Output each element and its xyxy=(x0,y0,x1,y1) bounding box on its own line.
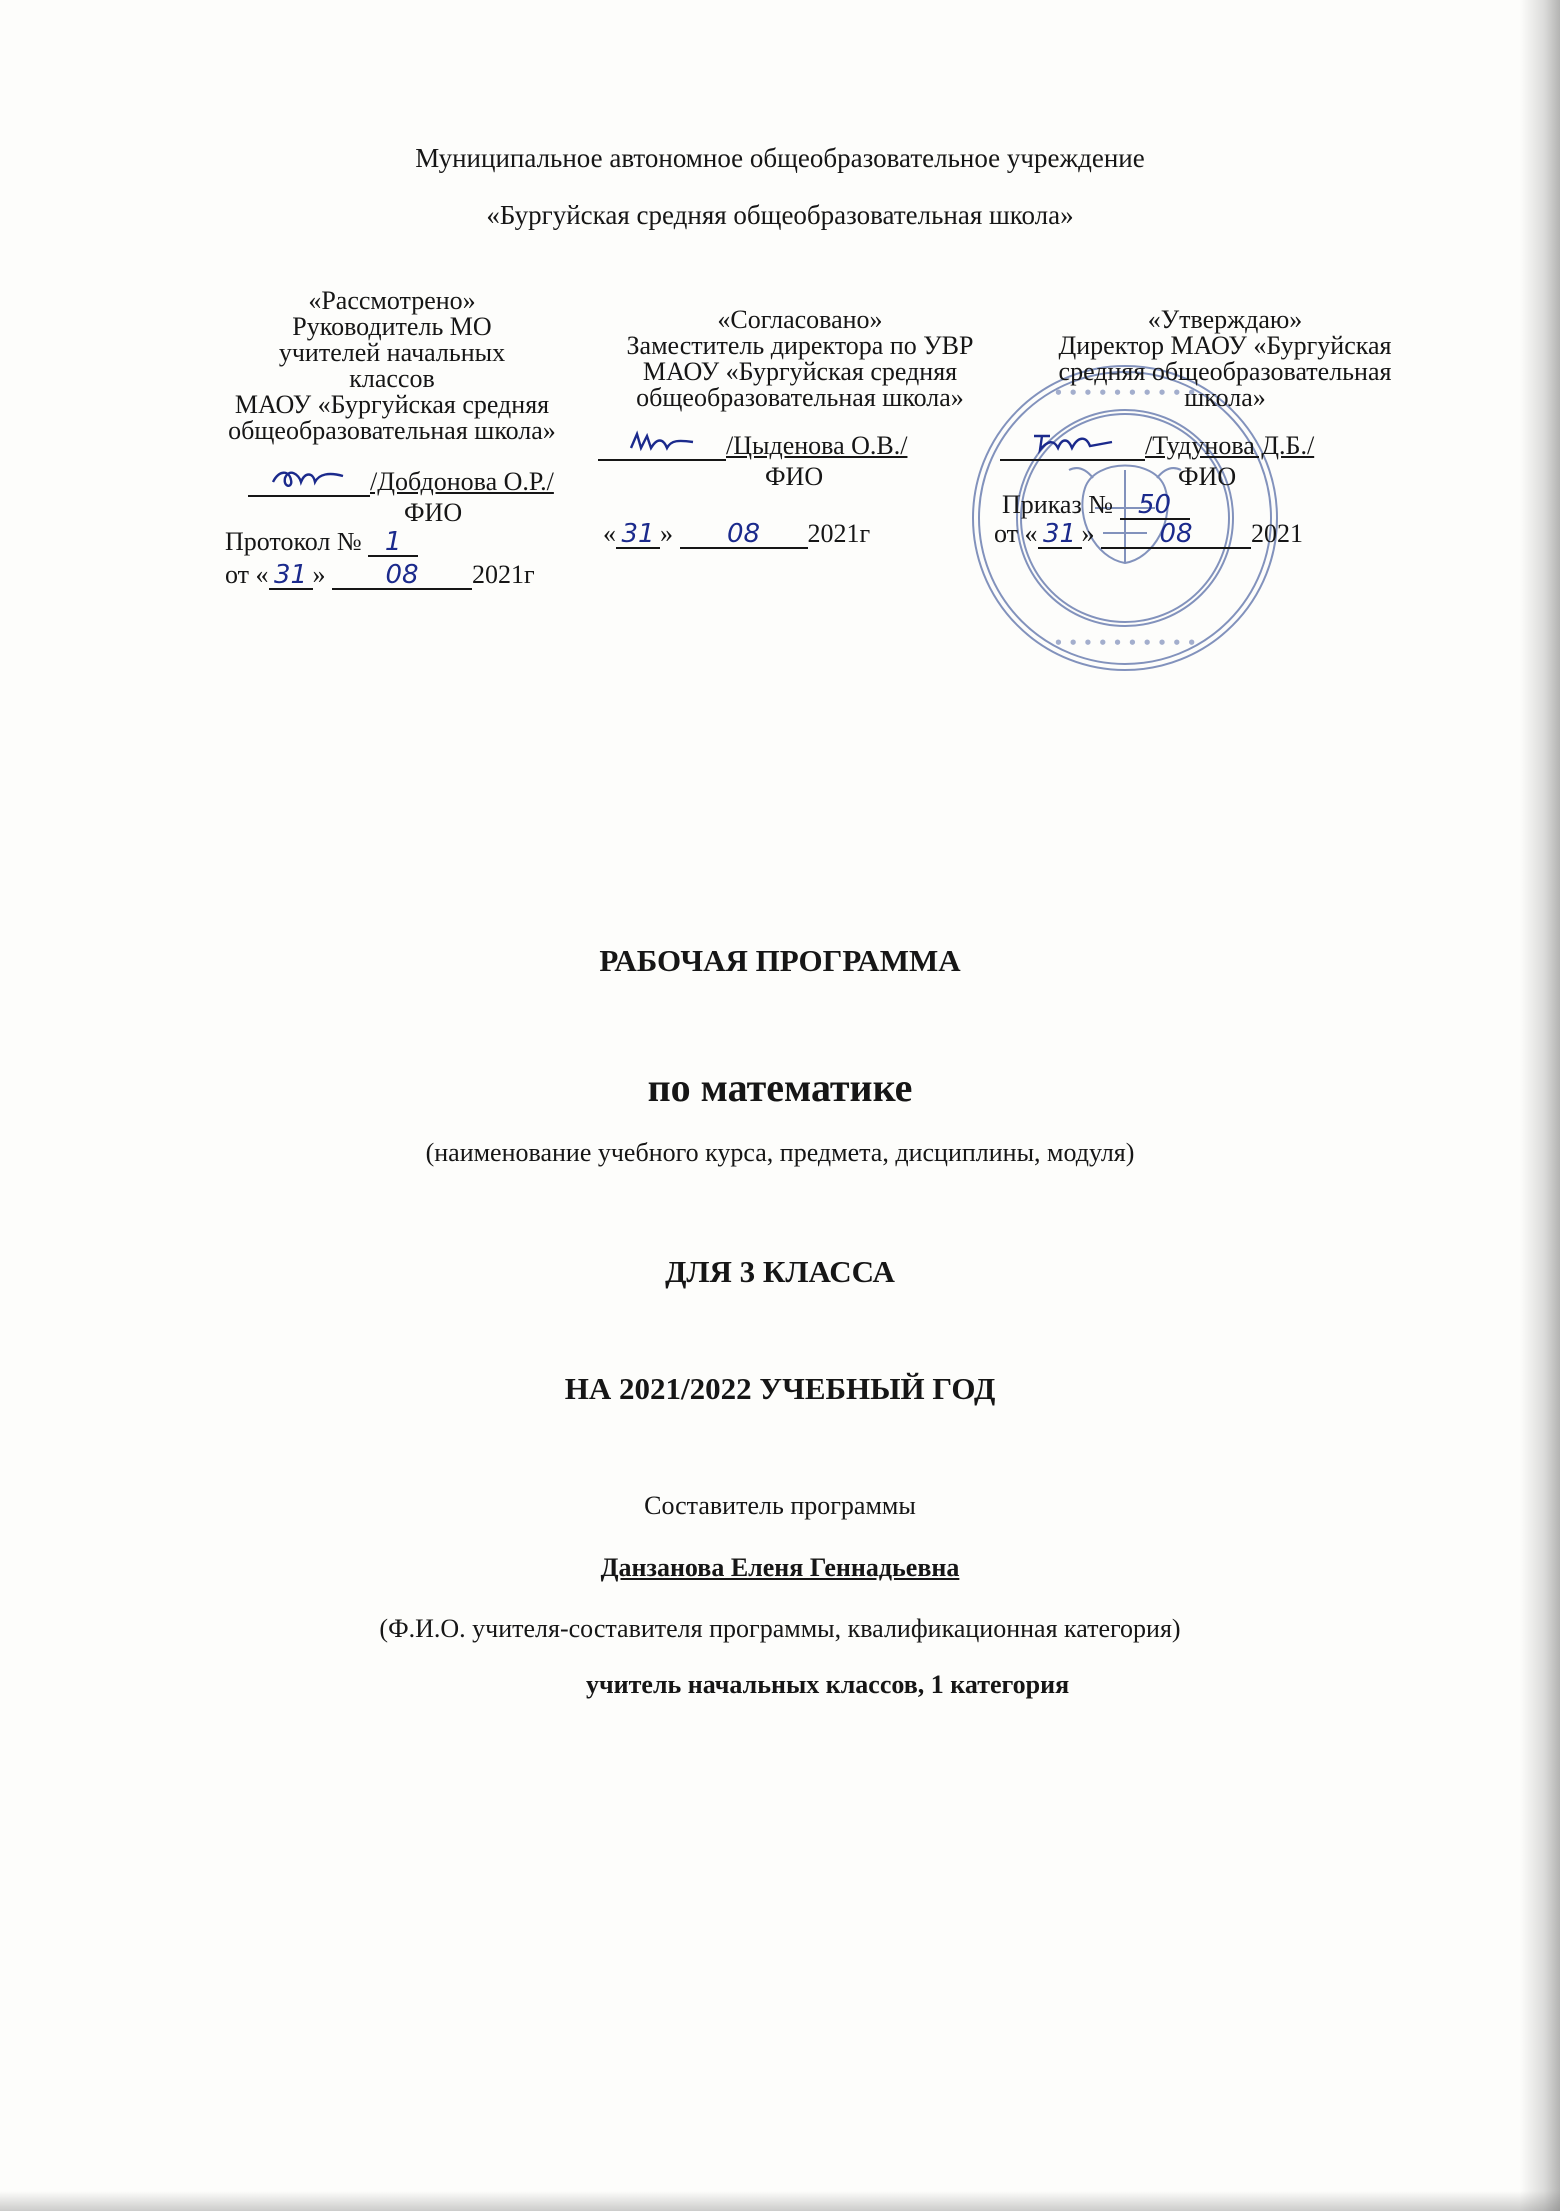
reviewed-line-4: МАОУ «Бургуйская средняя xyxy=(234,390,550,419)
signature-icon xyxy=(627,430,697,454)
reviewed-line-3: классов xyxy=(349,364,435,393)
agreed-block xyxy=(600,307,1000,411)
date-year: 2021г xyxy=(472,560,535,589)
approved-signature xyxy=(1000,430,1145,461)
approved-line-3: школа» xyxy=(1184,383,1266,412)
date-month: 08 xyxy=(332,562,472,590)
date-mid: » xyxy=(312,560,326,589)
approved-line-2: средняя общеобразовательная xyxy=(1058,357,1392,386)
approved-fio: ФИО xyxy=(1178,462,1237,491)
reviewed-date xyxy=(225,560,535,590)
reviewed-line-2: учителей начальных xyxy=(278,338,506,367)
scan-edge-right xyxy=(1520,0,1560,2211)
reviewed-line-1: Руководитель МО xyxy=(292,312,492,341)
agreed-signature-line xyxy=(598,430,907,461)
subject-name: по математике xyxy=(647,1065,913,1110)
reviewed-fio: ФИО xyxy=(404,498,463,527)
protocol-number: 1 xyxy=(368,529,418,557)
school-year: НА 2021/2022 УЧЕБНЫЙ ГОД xyxy=(564,1371,996,1406)
author-label: Составитель программы xyxy=(644,1491,916,1520)
author-position: учитель начальных классов, 1 категория xyxy=(586,1670,1070,1699)
approved-block xyxy=(1030,307,1420,411)
approved-title: «Утверждаю» xyxy=(1147,305,1303,334)
agreed-line-1: Заместитель директора по УВР xyxy=(626,331,974,360)
date-year: 2021г xyxy=(807,519,871,548)
subject-note: (наименование учебного курса, предмета, дисциплины, модуля) xyxy=(425,1138,1135,1167)
date-day: 31 xyxy=(269,562,313,590)
date-day: 31 xyxy=(616,521,660,549)
signature-icon xyxy=(269,466,349,490)
reviewed-signature-line xyxy=(248,466,554,497)
date-prefix: от « xyxy=(225,560,269,589)
order-number: 50 xyxy=(1120,492,1190,520)
reviewed-signature-name: /Добдонова О.Р./ xyxy=(370,467,554,496)
agreed-fio: ФИО xyxy=(765,462,824,491)
agreed-line-2: МАОУ «Бургуйская средняя xyxy=(642,357,958,386)
approved-signature-line xyxy=(1000,430,1314,461)
approved-signature-name: /Тудунова Д.Б./ xyxy=(1145,431,1315,460)
grade: ДЛЯ 3 КЛАССА xyxy=(665,1254,895,1289)
svg-text:• • • • • • • • • •: • • • • • • • • • • xyxy=(1053,634,1197,652)
document-title: РАБОЧАЯ ПРОГРАММА xyxy=(599,943,961,978)
agreed-date xyxy=(603,519,870,549)
agreed-signature-name: /Цыденова О.В./ xyxy=(726,431,908,460)
signature-icon xyxy=(1028,430,1118,454)
date-prefix: « xyxy=(603,519,616,548)
date-prefix: от « xyxy=(994,519,1038,548)
date-month: 08 xyxy=(680,521,808,549)
institution-name: Муниципальное автономное общеобразовательное учреждение xyxy=(415,143,1145,173)
date-day: 31 xyxy=(1038,521,1082,549)
author-name xyxy=(0,1553,1560,1583)
date-month: 08 xyxy=(1101,521,1251,549)
approved-line-1: Директор МАОУ «Бургуйская xyxy=(1058,331,1392,360)
order-label: Приказ № xyxy=(1002,490,1114,519)
scan-edge-bottom xyxy=(0,2191,1560,2211)
reviewed-signature xyxy=(248,466,370,497)
author-name-text: Данзанова Еленя Геннадьевна xyxy=(600,1553,960,1582)
school-name: «Бургуйская средняя общеобразовательная школа» xyxy=(486,200,1074,230)
reviewed-title: «Рассмотрено» xyxy=(308,286,476,315)
date-mid: » xyxy=(660,519,673,548)
agreed-line-3: общеобразовательная школа» xyxy=(636,383,964,412)
approved-date xyxy=(994,519,1303,549)
reviewed-line-5: общеобразовательная школа» xyxy=(228,416,556,445)
svg-text:• • • • • • • • • •: • • • • • • • • • • xyxy=(1053,384,1197,402)
reviewed-protocol xyxy=(225,527,418,557)
date-year: 2021 xyxy=(1251,519,1304,548)
agreed-signature xyxy=(598,430,726,461)
reviewed-block xyxy=(212,288,572,444)
approved-order xyxy=(1002,490,1190,520)
author-note: (Ф.И.О. учителя-составителя программы, квалификационная категория) xyxy=(379,1614,1181,1643)
agreed-title: «Согласовано» xyxy=(717,305,883,334)
date-mid: » xyxy=(1081,519,1095,548)
protocol-label: Протокол № xyxy=(225,527,362,556)
